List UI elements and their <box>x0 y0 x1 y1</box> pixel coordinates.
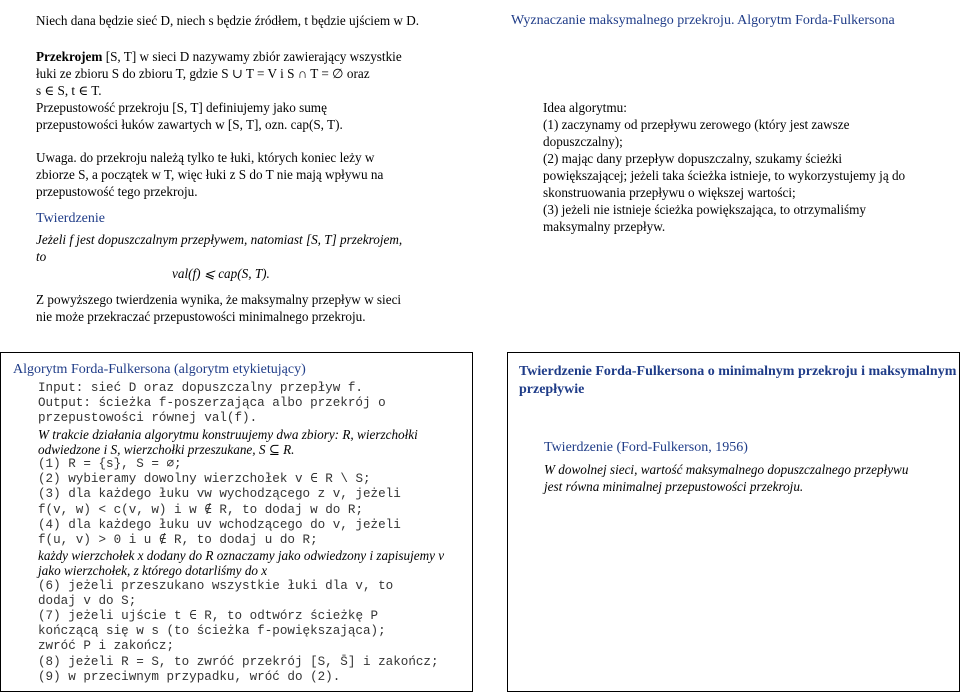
idea-line: Idea algorytmu: <box>543 100 627 115</box>
cut-definition <box>36 48 402 133</box>
algorithm-line: dodaj v do S; <box>38 593 137 608</box>
algorithm-line: (3) dla każdego łuku vw wychodzącego z v, jeżeli <box>38 487 401 502</box>
algorithm-line: f(u, v) > 0 i u ∉ R, to dodaj u do R; <box>38 533 318 548</box>
title-line: Twierdzenie Forda-Fulkersona o minimalnym przekroju i maksymalnym <box>519 364 957 379</box>
theorem-line: W dowolnej sieci, wartość maksymalnego dopuszczalnego przepływu <box>544 462 909 477</box>
theorem-line: to <box>36 249 47 264</box>
algorithm-line: (4) dla każdego łuku uv wchodzącego do v, jeżeli <box>38 517 401 532</box>
slide-labeling-algorithm <box>0 352 473 692</box>
remark-line: Uwaga. do przekroju należą tylko te łuki, których koniec leży w <box>36 150 375 165</box>
algorithm-line: Output: ścieżka f-poszerzająca albo przekrój o <box>38 396 386 411</box>
algorithm-line: Input: sieć D oraz dopuszczalny przepływ f. <box>38 381 363 395</box>
algorithm-line: każdy wierzchołek x dodany do R oznaczamy jako odwiedzony i zapisujemy v <box>38 548 445 564</box>
intro-text: Niech dana będzie sieć D, niech s będzie źródłem, t będzie ujściem w D. <box>36 13 420 28</box>
def-line: Przepustowość przekroju [S, T] definiujemy jako sumę <box>36 100 327 115</box>
idea-line: powiększającej; jeżeli taka ścieżka istnieje, to wykorzystujemy ją do <box>543 168 906 183</box>
algorithm-line: (9) w przeciwnym przypadku, wróć do (2). <box>38 669 341 684</box>
remark-line: przepustowość tego przekroju. <box>36 184 198 199</box>
algorithm-line: kończącą się w s (to ścieżka f-powiększająca); <box>38 624 386 639</box>
remark-line: zbiorze S, a początek w T, więc łuki z S do T nie mają wpływu na <box>36 167 384 182</box>
idea-line: (2) mając dany przepływ dopuszczalny, szukamy ścieżki <box>543 151 843 166</box>
theorem-heading: Twierdzenie <box>36 211 105 226</box>
slide-title <box>519 363 956 399</box>
idea-line: (1) zaczynamy od przepływu zerowego (który jest zawsze <box>543 117 850 132</box>
algorithm-line: odwiedzone i S, wierzchołki przeszukane, S ⊆ R. <box>38 441 295 457</box>
algorithm-steps <box>38 381 468 685</box>
def-line: łuki ze zbioru S do zbioru T, gdzie S ∪ T = V i S ∩ T = ∅ oraz <box>36 66 370 81</box>
idea-list <box>543 99 905 235</box>
algorithm-line: (7) jeżeli ujście t ∈ R, to odtwórz ścieżkę P <box>38 609 379 624</box>
algorithm-line: (6) jeżeli przeszukano wszystkie łuki dla v, to <box>38 578 394 593</box>
algorithm-line: (2) wybieramy dowolny wierzchołek v ∈ R \ S; <box>38 472 371 487</box>
algorithm-line: (1) R = {s}, S = ∅; <box>38 457 182 472</box>
algorithm-line: zwróć P i zakończ; <box>38 639 175 654</box>
theorem-block <box>36 210 402 282</box>
algorithm-line: f(v, w) < c(v, w) i w ∉ R, to dodaj w do R; <box>38 502 363 517</box>
theorem-formula: val(f) ⩽ cap(S, T). <box>172 266 270 281</box>
theorem-heading: Twierdzenie (Ford-Fulkerson, 1956) <box>544 440 748 455</box>
algorithm-line: jako wierzchołek, z którego dotarliśmy do x <box>38 563 268 579</box>
conclusion-line: Z powyższego twierdzenia wynika, że maksymalny przepływ w sieci <box>36 292 402 307</box>
theorem-line: Jeżeli f jest dopuszczalnym przepływem, natomiast [S, T] przekrojem, <box>36 232 403 247</box>
def-line: [S, T] w sieci D nazywamy zbiór zawierający wszystkie <box>102 49 402 64</box>
algorithm-line: (8) jeżeli R = S, to zwróć przekrój [S, S̄] i zakończ; <box>38 654 439 669</box>
remark <box>36 149 383 200</box>
def-line: przepustowości łuków zawartych w [S, T], ozn. cap(S, T). <box>36 117 343 132</box>
conclusion-line: nie może przekraczać przepustowości minimalnego przekroju. <box>36 309 366 324</box>
slide-cuts-definition <box>30 8 470 338</box>
definition-term: Przekrojem <box>36 49 103 64</box>
slide-title: Algorytm Forda-Fulkersona (algorytm etykietujący) <box>13 362 306 377</box>
algorithm-line: przepustowości równej val(f). <box>38 411 258 426</box>
def-line: s ∈ S, t ∈ T. <box>36 83 102 98</box>
idea-line: skonstruowania przepływu o większej wartości; <box>543 185 796 200</box>
theorem-block <box>544 439 908 495</box>
title-line: przepływie <box>519 382 585 397</box>
algorithm-line: W trakcie działania algorytmu konstruujemy dwa zbiory: R, wierzchołki <box>38 426 418 442</box>
idea-line: maksymalny przepływ. <box>543 219 666 234</box>
idea-line: (3) jeżeli nie istnieje ścieżka powiększająca, to otrzymaliśmy <box>543 202 866 217</box>
conclusion <box>36 291 401 325</box>
slide-algorithm-idea <box>505 8 950 338</box>
theorem-line: jest równa minimalnej przepustowości przekroju. <box>544 479 804 494</box>
slide-maxflow-mincut <box>507 352 960 692</box>
slide-title: Wyznaczanie maksymalnego przekroju. Algorytm Forda-Fulkersona <box>511 13 895 28</box>
idea-line: dopuszczalny); <box>543 134 623 149</box>
